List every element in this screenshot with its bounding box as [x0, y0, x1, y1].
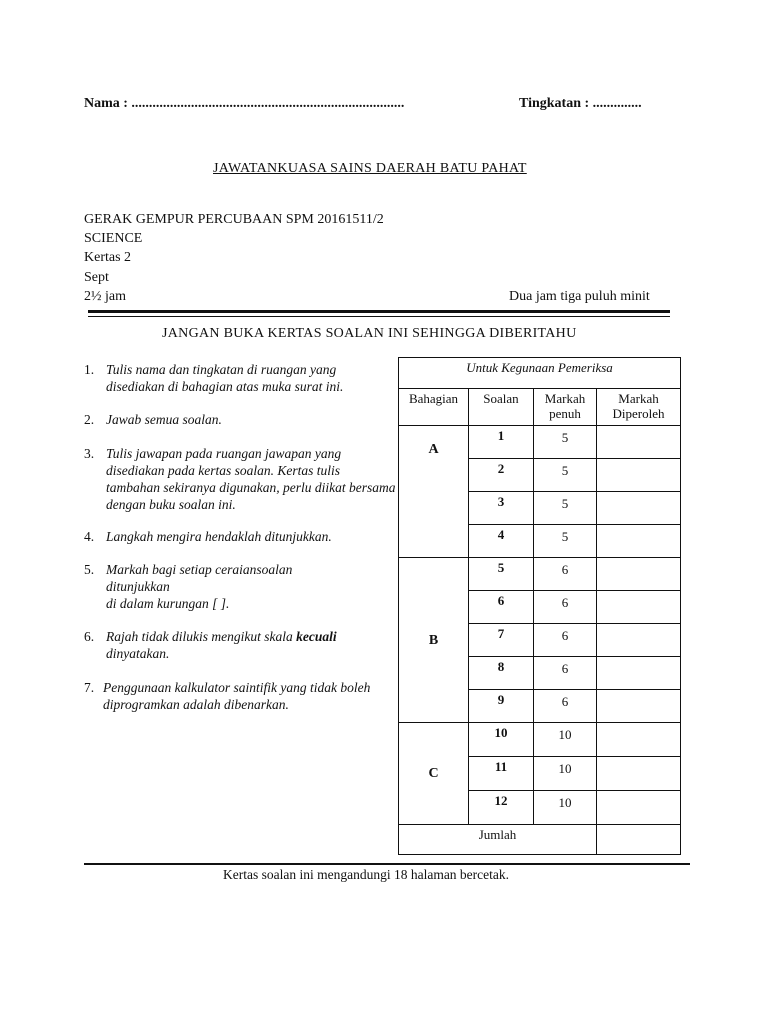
exam-paper: Kertas 2 — [84, 250, 132, 265]
exam-duration-long: Dua jam tiga puluh minit — [509, 289, 650, 304]
instruction-number: 6. — [84, 629, 95, 644]
committee-heading: JAWATANKUASA SAINS DAERAH BATU PAHAT — [213, 161, 527, 176]
question-number: 11 — [469, 757, 534, 791]
instruction-number: 5. — [84, 562, 95, 577]
question-number: 5 — [469, 558, 534, 591]
table-row — [399, 426, 681, 459]
instruction-text-post: dinyatakan. — [106, 646, 170, 661]
full-marks: 6 — [534, 558, 597, 591]
question-number: 7 — [469, 624, 534, 657]
instruction-number: 1. — [84, 362, 95, 377]
total-label: Jumlah — [399, 825, 597, 855]
instruction-text-line2: di dalam kurungan [ ]. — [106, 596, 230, 611]
table-row-total — [399, 825, 681, 855]
exam-month: Sept — [84, 270, 109, 285]
table-row — [399, 723, 681, 757]
full-marks: 5 — [534, 492, 597, 525]
full-marks: 6 — [534, 690, 597, 723]
instruction-number: 3. — [84, 446, 95, 461]
question-number: 3 — [469, 492, 534, 525]
question-number: 10 — [469, 723, 534, 757]
full-marks: 10 — [534, 723, 597, 757]
instruction-text: Tulis jawapan pada ruangan jawapan yang disediakan pada kertas soalan. Kertas tulis tambahan sekiranya digunakan, perlu diikat bersama dengan buku soalan ini. — [106, 446, 396, 512]
full-marks: 5 — [534, 459, 597, 492]
exam-duration-short: 2½ jam — [84, 289, 126, 304]
column-header-soalan: Soalan — [469, 389, 534, 426]
marks-obtained-cell[interactable] — [597, 791, 681, 825]
instruction-text-emphasis: kecuali — [296, 629, 337, 644]
tingkatan-field: Tingkatan : .............. — [519, 96, 642, 111]
column-header-markah-diperoleh: Markah Diperoleh — [597, 389, 681, 426]
footer-page-count: Kertas soalan ini mengandungi 18 halaman bercetak. — [223, 867, 510, 882]
examiner-table — [398, 357, 681, 855]
full-marks: 6 — [534, 591, 597, 624]
question-number: 2 — [469, 459, 534, 492]
instruction-text: Tulis nama dan tingkatan di ruangan yang disediakan di bahagian atas muka surat ini. — [106, 362, 344, 394]
footer-rule — [84, 863, 690, 865]
full-marks: 6 — [534, 657, 597, 690]
nama-field: Nama : .............................................................................. — [84, 96, 405, 111]
instruction-text — [106, 561, 336, 612]
instruction-text-line1: Markah bagi setiap ceraiansoalan ditunjukkan — [106, 562, 293, 594]
instruction-text-pre: Rajah tidak dilukis mengikut skala — [106, 629, 297, 644]
column-header-markah-penuh: Markah penuh — [534, 389, 597, 426]
column-header-bahagian: Bahagian — [399, 389, 469, 426]
instruction-number: 4. — [84, 529, 95, 544]
table-row — [399, 558, 681, 591]
exam-title: GERAK GEMPUR PERCUBAAN SPM 20161511/2 — [84, 212, 384, 227]
header-rule-thin — [88, 316, 670, 317]
question-number: 4 — [469, 525, 534, 558]
marks-obtained-cell[interactable] — [597, 459, 681, 492]
instruction-text: Langkah mengira hendaklah ditunjukkan. — [106, 529, 332, 544]
header-rule-thick — [88, 310, 670, 313]
table-title: Untuk Kegunaan Pemeriksa — [399, 358, 681, 389]
marks-obtained-cell[interactable] — [597, 426, 681, 459]
marks-obtained-cell[interactable] — [597, 624, 681, 657]
question-number: 12 — [469, 791, 534, 825]
full-marks: 5 — [534, 426, 597, 459]
marks-obtained-cell[interactable] — [597, 591, 681, 624]
marks-obtained-cell[interactable] — [597, 558, 681, 591]
full-marks: 6 — [534, 624, 597, 657]
marks-obtained-cell[interactable] — [597, 723, 681, 757]
question-number: 8 — [469, 657, 534, 690]
question-number: 1 — [469, 426, 534, 459]
question-number: 9 — [469, 690, 534, 723]
marks-obtained-cell[interactable] — [597, 492, 681, 525]
marks-obtained-cell[interactable] — [597, 690, 681, 723]
exam-subject: SCIENCE — [84, 231, 143, 246]
full-marks: 10 — [534, 757, 597, 791]
section-label-b: B — [399, 558, 469, 723]
instruction-number: 7. — [84, 680, 95, 695]
instruction-text — [106, 628, 391, 662]
question-number: 6 — [469, 591, 534, 624]
instruction-number: 2. — [84, 412, 95, 427]
marks-obtained-cell[interactable] — [597, 525, 681, 558]
section-label-c: C — [399, 723, 469, 825]
instruction-text: Jawab semua soalan. — [106, 412, 222, 427]
instruction-text: Penggunaan kalkulator saintifik yang tidak boleh diprogramkan adalah dibenarkan. — [103, 680, 371, 712]
full-marks: 5 — [534, 525, 597, 558]
section-label-a: A — [399, 426, 469, 558]
full-marks: 10 — [534, 791, 597, 825]
total-marks-cell[interactable] — [597, 825, 681, 855]
warning-notice: JANGAN BUKA KERTAS SOALAN INI SEHINGGA DIBERITAHU — [162, 326, 577, 341]
marks-obtained-cell[interactable] — [597, 657, 681, 690]
marks-obtained-cell[interactable] — [597, 757, 681, 791]
